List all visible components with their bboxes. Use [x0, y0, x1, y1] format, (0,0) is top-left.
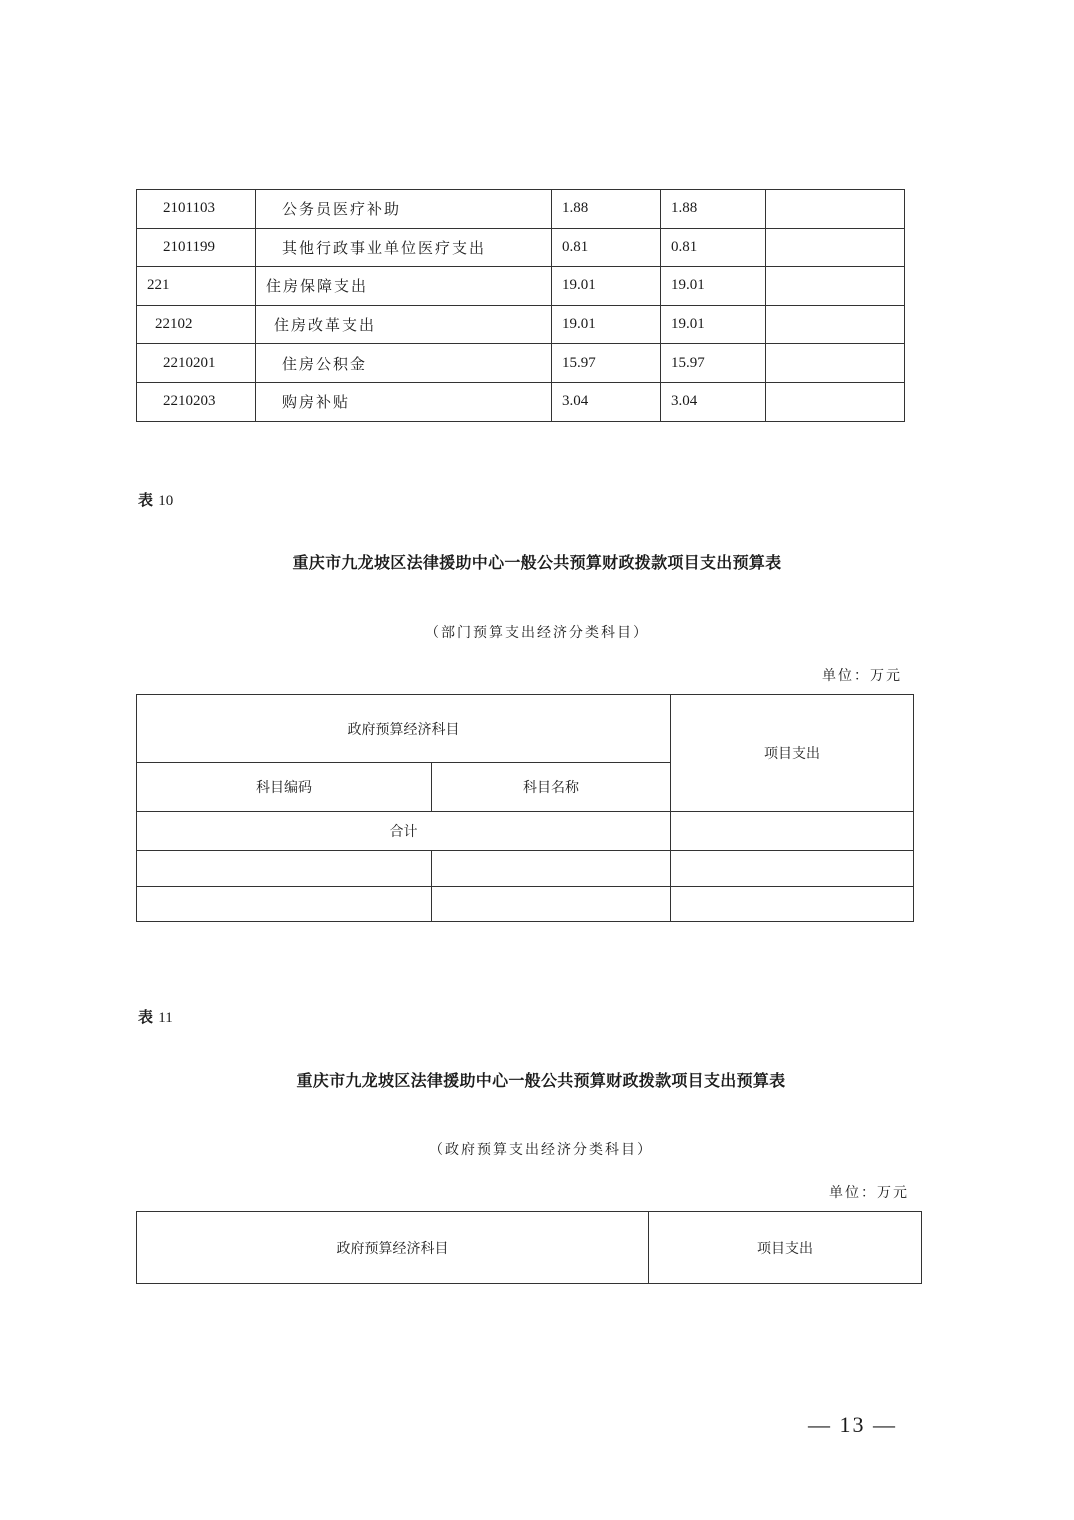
basic-value: 1.88	[661, 190, 766, 229]
total-label: 合计	[137, 812, 671, 851]
table11-subtitle: （政府预算支出经济分类科目）	[429, 1142, 653, 1158]
table-row	[137, 887, 914, 922]
subject-name: 其他行政事业单位医疗支出	[256, 228, 552, 267]
subject-name: 住房保障支出	[256, 267, 552, 306]
basic-value: 19.01	[661, 305, 766, 344]
empty-cell	[137, 887, 432, 922]
header-name: 科目名称	[432, 763, 671, 812]
total-value: 15.97	[552, 344, 661, 383]
subject-name: 公务员医疗补助	[256, 190, 552, 229]
header-project: 项目支出	[649, 1212, 922, 1284]
total-value	[671, 812, 914, 851]
project-value	[766, 190, 905, 229]
subject-code: 2101103	[137, 190, 256, 229]
subject-code: 221	[137, 267, 256, 306]
empty-cell	[671, 851, 914, 887]
total-value: 0.81	[552, 228, 661, 267]
empty-cell	[432, 851, 671, 887]
expenditure-detail-table	[136, 189, 905, 422]
table10-title: 重庆市九龙坡区法律援助中心一般公共预算财政拨款项目支出预算表	[292, 553, 782, 572]
page-number: — 13 —	[808, 1412, 897, 1437]
subject-name: 购房补贴	[256, 382, 552, 421]
total-value: 3.04	[552, 382, 661, 421]
table10-label-number: 10	[158, 493, 174, 509]
header-code: 科目编码	[137, 763, 432, 812]
table10-label	[138, 489, 173, 510]
empty-cell	[671, 887, 914, 922]
table11	[136, 1211, 922, 1284]
table11-title: 重庆市九龙坡区法律援助中心一般公共预算财政拨款项目支出预算表	[296, 1071, 786, 1090]
subject-code: 2210201	[137, 344, 256, 383]
subject-code: 22102	[137, 305, 256, 344]
subject-name: 住房公积金	[256, 344, 552, 383]
table10-label-prefix: 表	[138, 491, 154, 509]
project-value	[766, 305, 905, 344]
table-total-row	[137, 812, 914, 851]
project-value	[766, 267, 905, 306]
table-header-row	[137, 1212, 922, 1284]
header-project: 项目支出	[671, 695, 914, 812]
table-row	[137, 228, 905, 267]
table-row	[137, 382, 905, 421]
basic-value: 15.97	[661, 344, 766, 383]
table11-unit: 单位：万元	[829, 1185, 909, 1201]
project-value	[766, 344, 905, 383]
table10-unit: 单位：万元	[822, 668, 902, 684]
table-header-row	[137, 695, 914, 763]
table-row	[137, 344, 905, 383]
table10-subtitle: （部门预算支出经济分类科目）	[425, 625, 649, 641]
empty-cell	[137, 851, 432, 887]
basic-value: 19.01	[661, 267, 766, 306]
table-row	[137, 267, 905, 306]
table11-label-number: 11	[158, 1010, 173, 1026]
total-value: 19.01	[552, 305, 661, 344]
basic-value: 0.81	[661, 228, 766, 267]
subject-code: 2101199	[137, 228, 256, 267]
subject-code: 2210203	[137, 382, 256, 421]
table-row	[137, 851, 914, 887]
table11-label	[138, 1006, 173, 1027]
empty-cell	[432, 887, 671, 922]
basic-value: 3.04	[661, 382, 766, 421]
total-value: 19.01	[552, 267, 661, 306]
header-group: 政府预算经济科目	[137, 695, 671, 763]
header-group: 政府预算经济科目	[137, 1212, 649, 1284]
table-row	[137, 190, 905, 229]
table10	[136, 694, 914, 922]
table11-label-prefix: 表	[138, 1008, 154, 1026]
total-value: 1.88	[552, 190, 661, 229]
project-value	[766, 228, 905, 267]
project-value	[766, 382, 905, 421]
subject-name: 住房改革支出	[256, 305, 552, 344]
table-row	[137, 305, 905, 344]
